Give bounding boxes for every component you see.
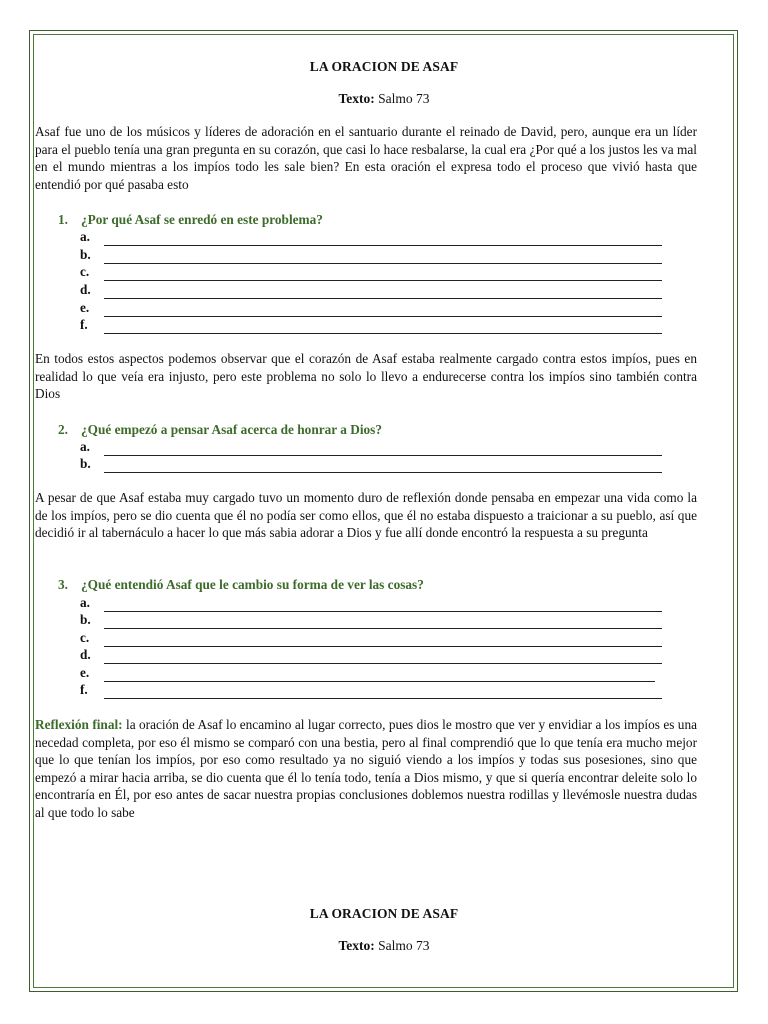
question-text: ¿Qué empezó a pensar Asaf acerca de honrar a Dios? xyxy=(81,422,383,437)
answer-blank[interactable] xyxy=(104,333,662,334)
footer-texto-line xyxy=(0,938,768,954)
answer-letter: d. xyxy=(80,647,91,662)
answer-blank[interactable] xyxy=(104,280,662,281)
answer-line[interactable] xyxy=(80,282,662,300)
answer-line[interactable] xyxy=(80,317,662,335)
texto-value: Salmo 73 xyxy=(378,91,430,106)
question-text: ¿Qué entendió Asaf que le cambio su forma de ver las cosas? xyxy=(81,577,424,592)
answer-line[interactable] xyxy=(80,647,662,665)
answer-line[interactable] xyxy=(80,682,662,700)
answer-letter: f. xyxy=(80,682,88,697)
question-number: 2. xyxy=(58,422,68,437)
answer-letter: c. xyxy=(80,264,90,279)
answer-line[interactable] xyxy=(80,630,662,648)
footer-texto-value: Salmo 73 xyxy=(378,938,430,953)
page-title: LA ORACION DE ASAF xyxy=(309,59,459,74)
answer-letter: e. xyxy=(80,300,90,315)
answer-letter: e. xyxy=(80,665,90,680)
answer-blank[interactable] xyxy=(104,698,662,699)
answer-line[interactable] xyxy=(80,612,662,630)
answer-line[interactable] xyxy=(80,456,662,474)
intro-paragraph: Asaf fue uno de los músicos y líderes de adoración en el santuario durante el reinado de David, pero, aunque era un líder para el pueblo tenía una gran pregunta en su corazón, que casi lo hace resbalarse, la cual era ¿Por qué a los justos les va mal en el mundo mientras a los impíos todo les sale bien? En esta oración el expresa todo el proceso que vivió hasta que entendió por qué pasaba esto xyxy=(35,124,697,192)
question-2 xyxy=(58,422,382,438)
footer-title: LA ORACION DE ASAF xyxy=(309,906,459,921)
reflection-paragraph xyxy=(35,716,697,821)
paragraph-2: En todos estos aspectos podemos observar que el corazón de Asaf estaba realmente cargado contra estos impíos, pues en realidad lo que veía era injusto, pero este problema no solo lo llevo a endurecerse contra los impíos sino también contra Dios xyxy=(35,351,697,401)
answer-letter: b. xyxy=(80,612,91,627)
answer-blank[interactable] xyxy=(104,663,662,664)
answer-letter: a. xyxy=(80,229,90,244)
texto-line xyxy=(0,91,768,107)
answer-letter: a. xyxy=(80,439,90,454)
answer-line[interactable] xyxy=(80,300,662,318)
answer-letter: a. xyxy=(80,595,90,610)
texto-label: Texto: xyxy=(338,91,375,106)
answer-letter: b. xyxy=(80,247,91,262)
question-1 xyxy=(58,212,323,228)
answer-line[interactable] xyxy=(80,264,662,282)
answer-line[interactable] xyxy=(80,665,655,683)
question-number: 1. xyxy=(58,212,68,227)
answer-blank[interactable] xyxy=(104,472,662,473)
answer-line[interactable] xyxy=(80,247,662,265)
reflection-text: la oración de Asaf lo encamino al lugar correcto, pues dios le mostro que ver y envidiar a los impíos es una necedad completa, por eso él mismo se comparó con una bestia, pero al final comprendió que lo que tenía era mucho mejor que lo que tenían los impíos, por eso como resultado ya no siguió viendo a los impíos y todas sus posesiones, sino que empezó a mirar hacia arriba, se dio cuenta que él lo tenía todo, tenía a Dios mismo, y que si quería encontrar deleite solo lo encontraría en Él, por eso antes de sacar nuestra propias conclusiones doblemos nuestra rodillas y llevémosle nuestra dudas al que todo lo sabe xyxy=(35,717,697,820)
answer-blank[interactable] xyxy=(104,245,662,246)
question-number: 3. xyxy=(58,577,68,592)
answer-letter: d. xyxy=(80,282,91,297)
answer-letter: c. xyxy=(80,630,90,645)
answer-letter: b. xyxy=(80,456,91,471)
question-text: ¿Por qué Asaf se enredó en este problema? xyxy=(81,212,323,227)
footer-texto-label: Texto: xyxy=(338,938,375,953)
answer-line[interactable] xyxy=(80,439,662,457)
answer-blank[interactable] xyxy=(104,298,662,299)
answer-blank[interactable] xyxy=(104,628,662,629)
answer-letter: f. xyxy=(80,317,88,332)
answer-line[interactable] xyxy=(80,595,662,613)
paragraph-3: A pesar de que Asaf estaba muy cargado tuvo un momento duro de reflexión donde pensaba en empezar una vida como la de los impíos, pero se dio cuenta que él no podía ser como ellos, que él no estaba dispuesto a traicionar a su pueblo, así que decidió ir al tabernáculo a hacer lo que más sabia adorar a Dios y fue allí donde encontró la respuesta a su pregunta xyxy=(35,490,697,540)
answer-line[interactable] xyxy=(80,229,662,247)
reflection-label: Reflexión final: xyxy=(35,717,123,732)
question-3 xyxy=(58,577,424,593)
